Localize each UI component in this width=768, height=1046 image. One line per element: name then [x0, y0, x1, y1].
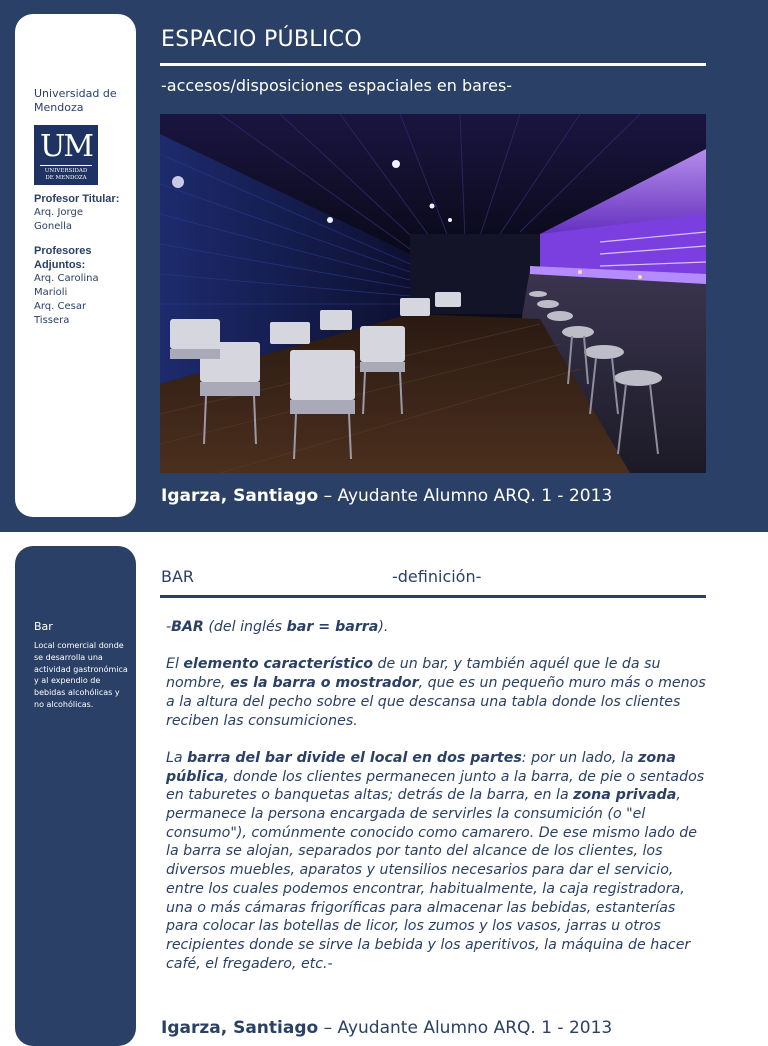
university-logo [34, 125, 98, 185]
university-name: Universidad de Mendoza [34, 87, 117, 114]
section-subheading: -definición- [392, 567, 482, 586]
paragraph-1: -BAR (del inglés bar = barra). [166, 619, 389, 635]
titular-heading: Profesor Titular: [34, 193, 120, 205]
logo-divider [40, 165, 92, 166]
definition-body [166, 618, 706, 992]
adjunto-name-1: Arq. Carolina [34, 273, 99, 284]
section-heading: BAR [161, 567, 195, 586]
paragraph-3: La barra del bar divide el local en dos partes: por un lado, la zona pública, donde los clientes permanecen junto a la barra, de pie o sentados en taburetes o banquetas altas; detrás de la barra, en la zona privada, permanece la persona encargada de servirles la consumición (o "el consumo"), comúnmente conocido como camarero. De ese mismo lado de la barra se alojan, separados por tanto del alcance de los clientes, los diversos muebles, aparatos y utensilios necesarios para dar el servicio, entre los cuales podemos encontrar, habitualmente, la caja registradora, una o más cámaras frigoríficas para almacenar las bebidas, estanterías para colocar las botellas de licor, los zumos y los vasos, jarras u otros recipientes donde se sirve la bebida y los aperitivos, la máquina de hacer café, el fregadero, etc.- [166, 749, 705, 972]
sidebar-card [15, 14, 136, 517]
adjunto-name-3: Arq. Cesar [34, 301, 87, 312]
adjuntos-heading-1: Profesores [34, 245, 92, 257]
author-role: – Ayudante Alumno ARQ. 1 - 2013 [318, 486, 613, 506]
author-footer [161, 486, 612, 506]
author-role: – Ayudante Alumno ARQ. 1 - 2013 [318, 1018, 613, 1038]
logo-monogram: UM [39, 129, 92, 164]
sidebar-title: Bar [34, 620, 53, 633]
definition-slide [0, 532, 768, 1038]
logo-line-1: UNIVERSIDAD [44, 168, 88, 174]
adjunto-name-2: Marioli [34, 287, 68, 298]
author-name: Igarza, Santiago [161, 1018, 319, 1038]
sidebar-card [15, 546, 136, 1046]
logo-line-2: DE MENDOZA [45, 175, 87, 181]
titular-name-2: Gonella [34, 221, 73, 232]
adjuntos-heading-2: Adjuntos: [34, 259, 86, 271]
paragraph-2: El elemento característico de un bar, y también aquél que le da su nombre, es la barra o mostrador, que es un pequeño muro más o menos a la altura del pecho sobre el que descansa una tabla donde los clientes reciben las consumiciones. [166, 656, 706, 729]
bar-interior-photo [160, 114, 706, 473]
slide-title: ESPACIO PÚBLICO [161, 27, 362, 52]
heading-rule [160, 595, 706, 598]
author-footer [161, 1018, 612, 1038]
titular-name-1: Arq. Jorge [34, 207, 83, 218]
title-rule [160, 63, 706, 66]
staff-list [34, 192, 138, 328]
author-name: Igarza, Santiago [161, 486, 319, 506]
adjunto-name-4: Tissera [34, 315, 70, 326]
slide-subtitle: -accesos/disposiciones espaciales en bares- [161, 76, 513, 95]
sidebar-definition: Local comercial donde se desarrolla una actividad gastronómica y al expendio de bebidas alcohólicas y no alcohólicas. [34, 641, 128, 709]
